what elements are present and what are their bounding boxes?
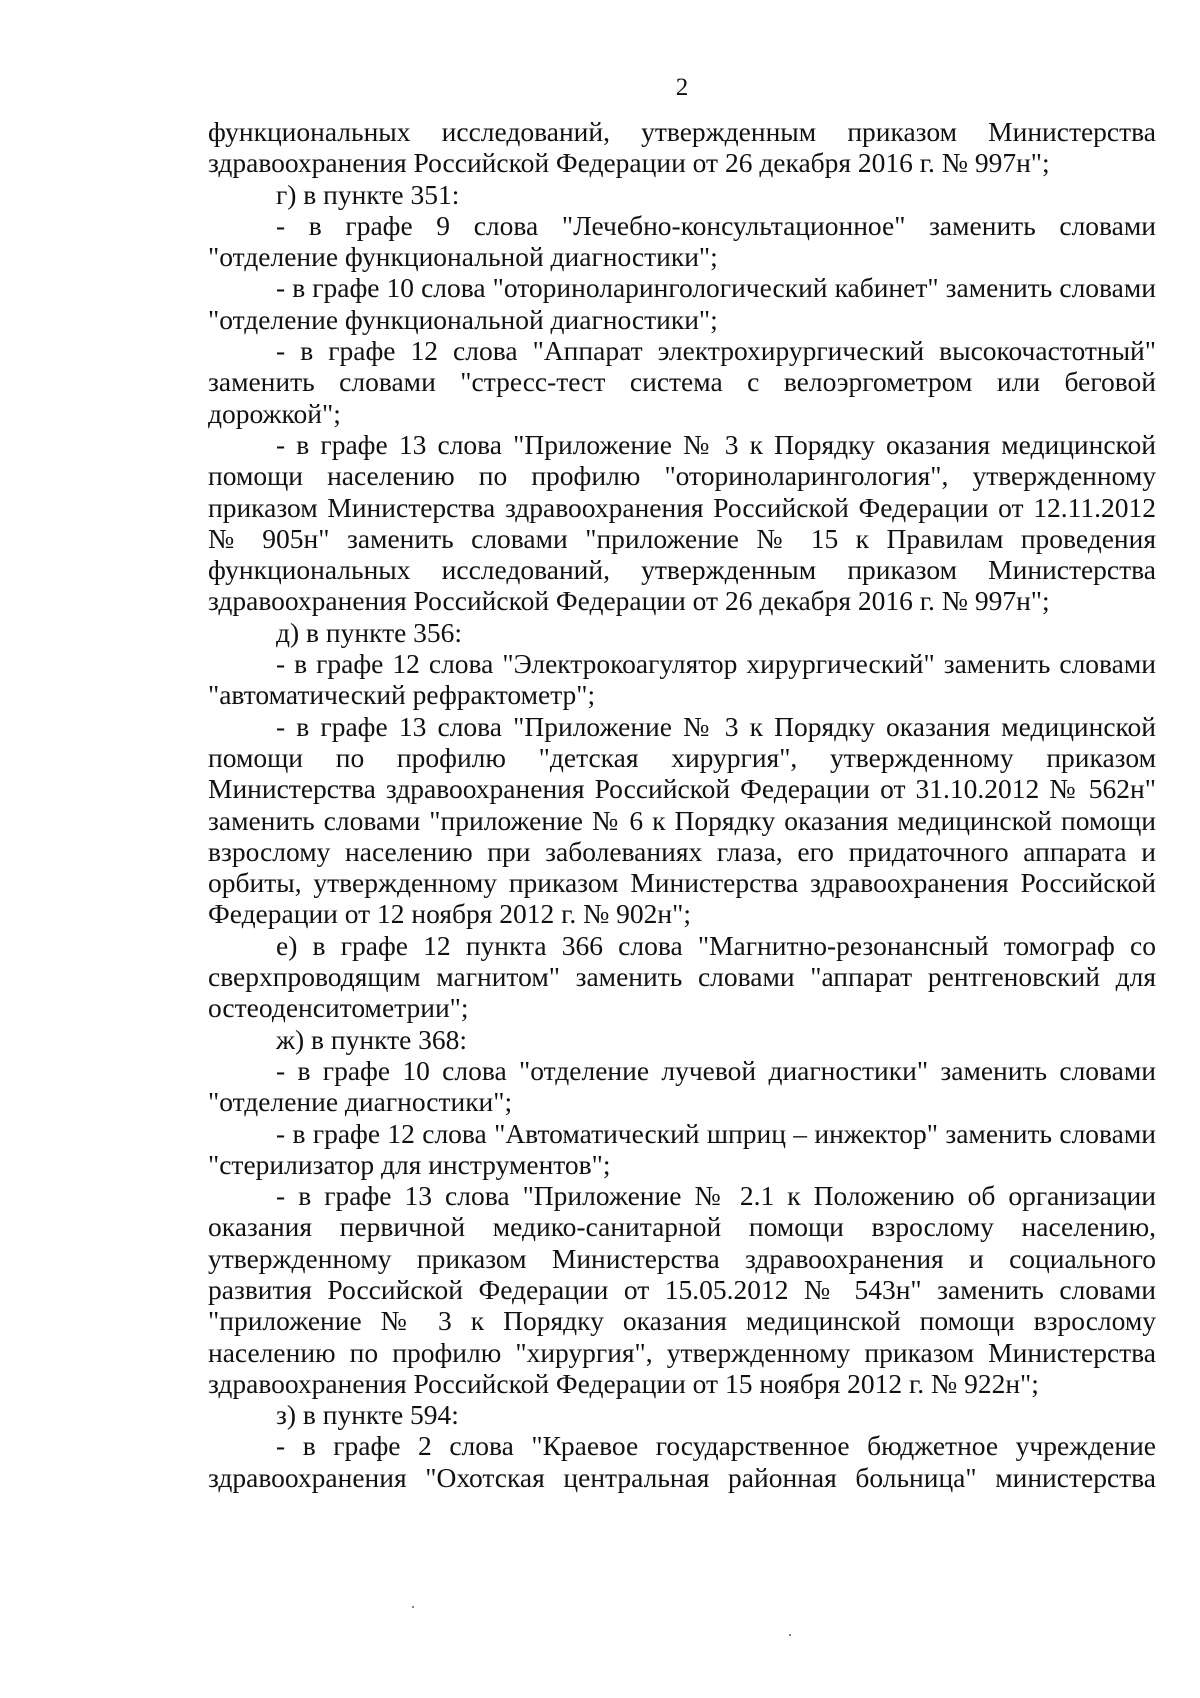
paragraph-item-d: д) в пункте 356: bbox=[276, 616, 463, 648]
paragraph-continuation: функциональных исследований, утвержденным приказом Министерства здравоохранения Российской Федерации от 26 декабря 2016 г. № 997н"; bbox=[208, 116, 1156, 179]
paragraph-subitem: - в графе 2 слова "Краевое государственное бюджетное учреждение здравоохранения "Охотская центральная районная больница" министерства bbox=[208, 1430, 1156, 1493]
paragraph-subitem: - в графе 13 слова "Приложение № 2.1 к Положению об организации оказания первичной медико-санитарной помощи взрослому населению, утвержденному приказом Министерства здравоохранения и социального развития Российской Федерации от 15.05.2012 № 543н" заменить словами "приложение № 3 к Порядку оказания медицинской помощи взрослому населению по профилю "хирургия", утвержденному приказом Министерства здравоохранения Российской Федерации от 15 ноября 2012 г. № 922н"; bbox=[208, 1180, 1156, 1399]
page-number: 2 bbox=[675, 74, 689, 101]
paragraph-item-zh: ж) в пункте 368: bbox=[276, 1023, 468, 1055]
paragraph-subitem: - в графе 13 слова "Приложение № 3 к Порядку оказания медицинской помощи населению по профилю "оториноларингология", утвержденному приказом Министерства здравоохранения Российской Федерации от 12.11.2012 № 905н" заменить словами "приложение № 15 к Правилам проведения функциональных исследований, утвержденным приказом Министерства здравоохранения Российской Федерации от 26 декабря 2016 г. № 997н"; bbox=[208, 428, 1156, 617]
scan-speck bbox=[789, 1634, 791, 1636]
paragraph-subitem: - в графе 10 слова "оториноларингологический кабинет" заменить словами "отделение функциональной диагностики"; bbox=[208, 272, 1156, 335]
paragraph-subitem: - в графе 12 слова "Электрокоагулятор хирургический" заменить словами "автоматический рефрактометр"; bbox=[208, 648, 1156, 711]
document-body bbox=[208, 116, 1156, 1493]
paragraph-subitem: - в графе 12 слова "Аппарат электрохирургический высокочастотный" заменить словами "стресс-тест система с велоэргометром или беговой дорожкой"; bbox=[208, 335, 1156, 429]
scan-speck bbox=[412, 1606, 414, 1608]
paragraph-item-z: з) в пункте 594: bbox=[276, 1399, 459, 1431]
paragraph-item-e: е) в графе 12 пункта 366 слова "Магнитно-резонансный томограф со сверхпроводящим магнитом" заменить словами "аппарат рентгеновский для остеоденситометрии"; bbox=[208, 929, 1156, 1024]
paragraph-subitem: - в графе 9 слова "Лечебно-консультационное" заменить словами "отделение функциональной диагностики"; bbox=[208, 209, 1156, 273]
paragraph-subitem: - в графе 13 слова "Приложение № 3 к Порядку оказания медицинской помощи по профилю "детская хирургия", утвержденному приказом Министерства здравоохранения Российской Федерации от 31.10.2012 № 562н" заменить словами "приложение № 6 к Порядку оказания медицинской помощи взрослому населению при заболеваниях глаза, его придаточного аппарата и орбиты, утвержденному приказом Министерства здравоохранения Российской Федерации от 12 ноября 2012 г. № 902н"; bbox=[208, 710, 1156, 930]
paragraph-subitem: - в графе 10 слова "отделение лучевой диагностики" заменить словами "отделение диагностики"; bbox=[208, 1054, 1156, 1118]
paragraph-subitem: - в графе 12 слова "Автоматический шприц – инжектор" заменить словами "стерилизатор для инструментов"; bbox=[208, 1117, 1156, 1180]
paragraph-item-g: г) в пункте 351: bbox=[276, 178, 460, 210]
